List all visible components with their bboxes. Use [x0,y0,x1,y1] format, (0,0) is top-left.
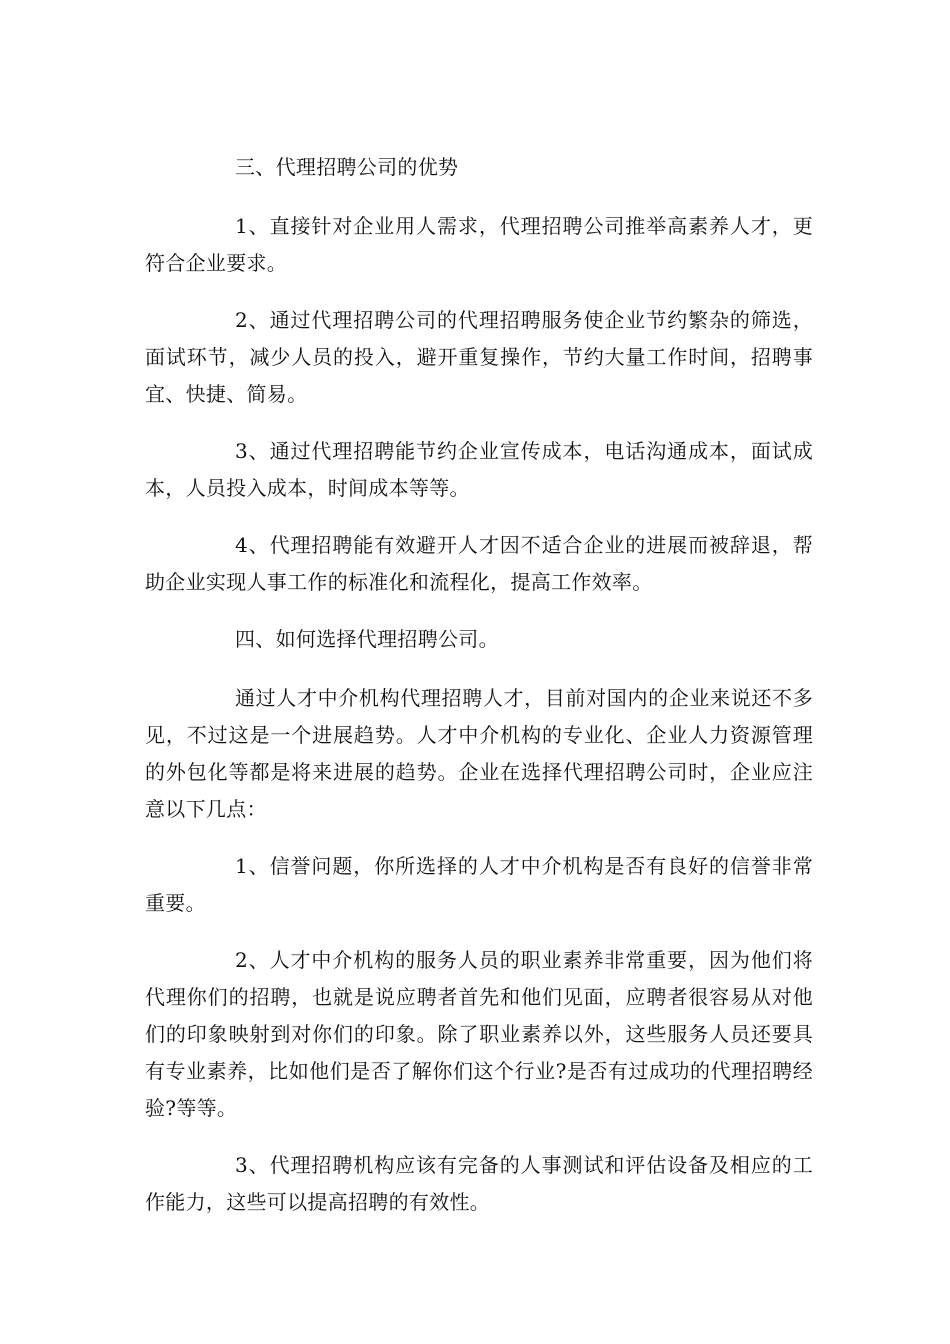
selection-intro-paragraph: 通过人才中介机构代理招聘人才，目前对国内的企业来说还不多见，不过这是一个进展趋势。人才中介机构的专业化、企业人力资源管理的外包化等都是将来进展的趋势。企业在选择代理招聘公司时，企业应注意以下几点： [145,686,813,821]
selection-point-3: 3、代理招聘机构应该有完备的人事测试和评估设备及相应的工作能力，这些可以提高招聘的有效性。 [145,1153,813,1214]
selection-point-1: 1、信誉问题，你所选择的人才中介机构是否有良好的信誉非常重要。 [145,854,813,915]
advantage-item-4: 4、代理招聘能有效避开人才因不适合企业的进展而被辞退，帮助企业实现人事工作的标准化和流程化，提高工作效率。 [145,533,813,594]
section-heading-advantages: 三、代理招聘公司的优势 [235,155,459,179]
document-page [145,149,813,1241]
advantage-item-1: 1、直接针对企业用人需求，代理招聘公司推举高素养人才，更符合企业要求。 [145,214,813,275]
section-heading-selection: 四、如何选择代理招聘公司。 [235,627,499,651]
selection-point-2: 2、人才中介机构的服务人员的职业素养非常重要，因为他们将代理你们的招聘，也就是说应聘者首先和他们见面，应聘者很容易从对他们的印象映射到对你们的印象。除了职业素养以外，这些服务人员还要具有专业素养，比如他们是否了解你们这个行业?是否有过成功的代理招聘经验?等等。 [145,948,813,1120]
advantage-item-2: 2、通过代理招聘公司的代理招聘服务使企业节约繁杂的筛选，面试环节，减少人员的投入，避开重复操作，节约大量工作时间，招聘事宜、快捷、简易。 [145,308,813,406]
advantage-item-3: 3、通过代理招聘能节约企业宣传成本，电话沟通成本，面试成本，人员投入成本，时间成本等等。 [145,439,813,500]
